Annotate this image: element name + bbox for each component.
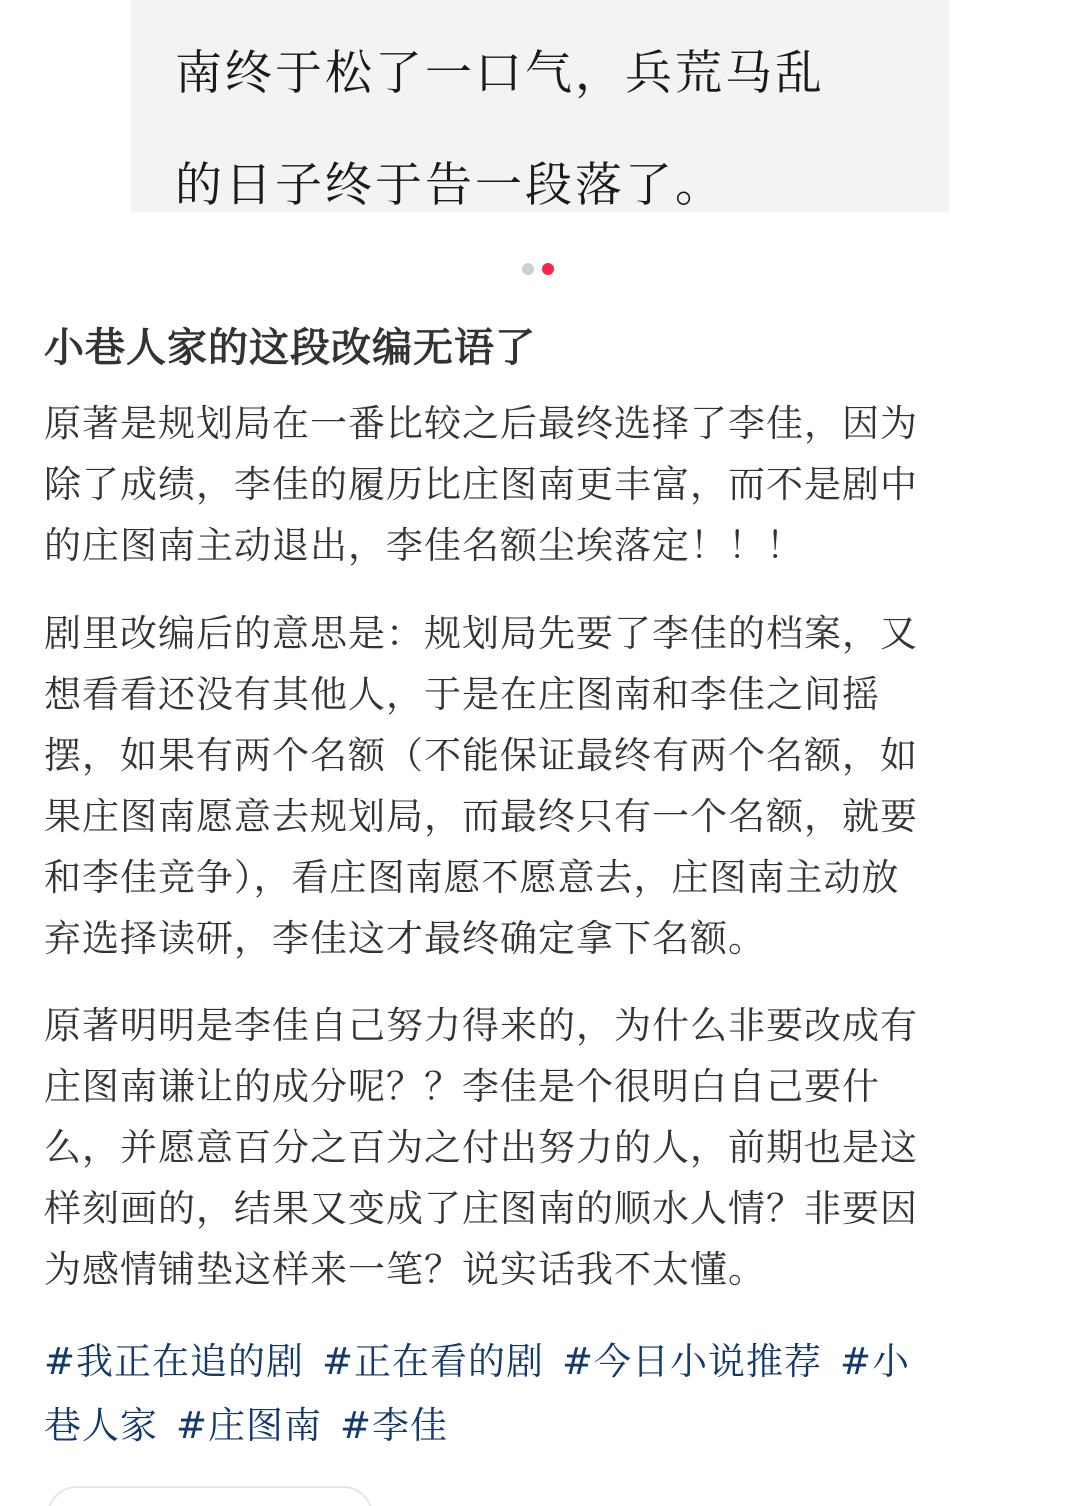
paragraph-line: 原著是规划局在一番比较之后最终选择了李佳，因为 bbox=[44, 402, 918, 445]
paragraph-line: 么，并愿意百分之百为之付出努力的人，前期也是这 bbox=[44, 1126, 918, 1169]
paragraph-line: 剧里改编后的意思是：规划局先要了李佳的档案，又 bbox=[44, 612, 918, 655]
paragraph-line: 原著明明是李佳自己努力得来的，为什么非要改成有 bbox=[44, 1004, 918, 1047]
paragraph-line: 除了成绩，李佳的履历比庄图南更丰富，而不是剧中 bbox=[44, 463, 918, 506]
image-text-line: 南终于松了一口气，兵荒马乱 bbox=[175, 46, 825, 101]
hashtag-link[interactable]: 巷人家 bbox=[44, 1404, 158, 1447]
paragraph-line: 的庄图南主动退出，李佳名额尘埃落定！！！ bbox=[44, 524, 804, 567]
post-image-card[interactable] bbox=[131, 0, 949, 212]
paragraph-line: 摆，如果有两个名额（不能保证最终有两个名额，如 bbox=[44, 734, 918, 777]
carousel-indicator bbox=[522, 263, 554, 275]
hashtag-link[interactable]: #李佳 bbox=[340, 1404, 449, 1447]
paragraph-line: 样刻画的，结果又变成了庄图南的顺水人情？非要因 bbox=[44, 1187, 918, 1230]
hashtag-list bbox=[44, 1330, 1044, 1458]
paragraph-line: 想看看还没有其他人，于是在庄图南和李佳之间摇 bbox=[44, 673, 880, 716]
paragraph-line: 果庄图南愿意去规划局，而最终只有一个名额，就要 bbox=[44, 795, 918, 838]
paragraph-line: 和李佳竞争），看庄图南愿不愿意去，庄图南主动放 bbox=[44, 856, 900, 899]
comment-input-pill[interactable] bbox=[47, 1486, 373, 1506]
paragraph-line: 弃选择读研，李佳这才最终确定拿下名额。 bbox=[44, 917, 766, 960]
hashtag-link[interactable]: #正在看的剧 bbox=[322, 1340, 545, 1383]
carousel-dot[interactable] bbox=[522, 263, 534, 275]
carousel-dot-active[interactable] bbox=[542, 263, 554, 275]
paragraph-line: 庄图南谦让的成分呢？？李佳是个很明白自己要什 bbox=[44, 1065, 880, 1108]
hashtag-link[interactable]: #我正在追的剧 bbox=[44, 1340, 305, 1383]
hashtag-link[interactable]: #庄图南 bbox=[176, 1404, 323, 1447]
hashtag-link[interactable]: #今日小说推荐 bbox=[562, 1340, 823, 1383]
image-text-line: 的日子终于告一段落了。 bbox=[175, 158, 725, 213]
post-title: 小巷人家的这段改编无语了 bbox=[44, 325, 536, 371]
hashtag-link[interactable]: #小 bbox=[840, 1340, 911, 1383]
post-paragraph bbox=[44, 995, 1044, 1300]
paragraph-line: 为感情铺垫这样来一笔？说实话我不太懂。 bbox=[44, 1248, 766, 1291]
post-paragraph bbox=[44, 393, 1044, 576]
post-paragraph bbox=[44, 603, 1044, 969]
